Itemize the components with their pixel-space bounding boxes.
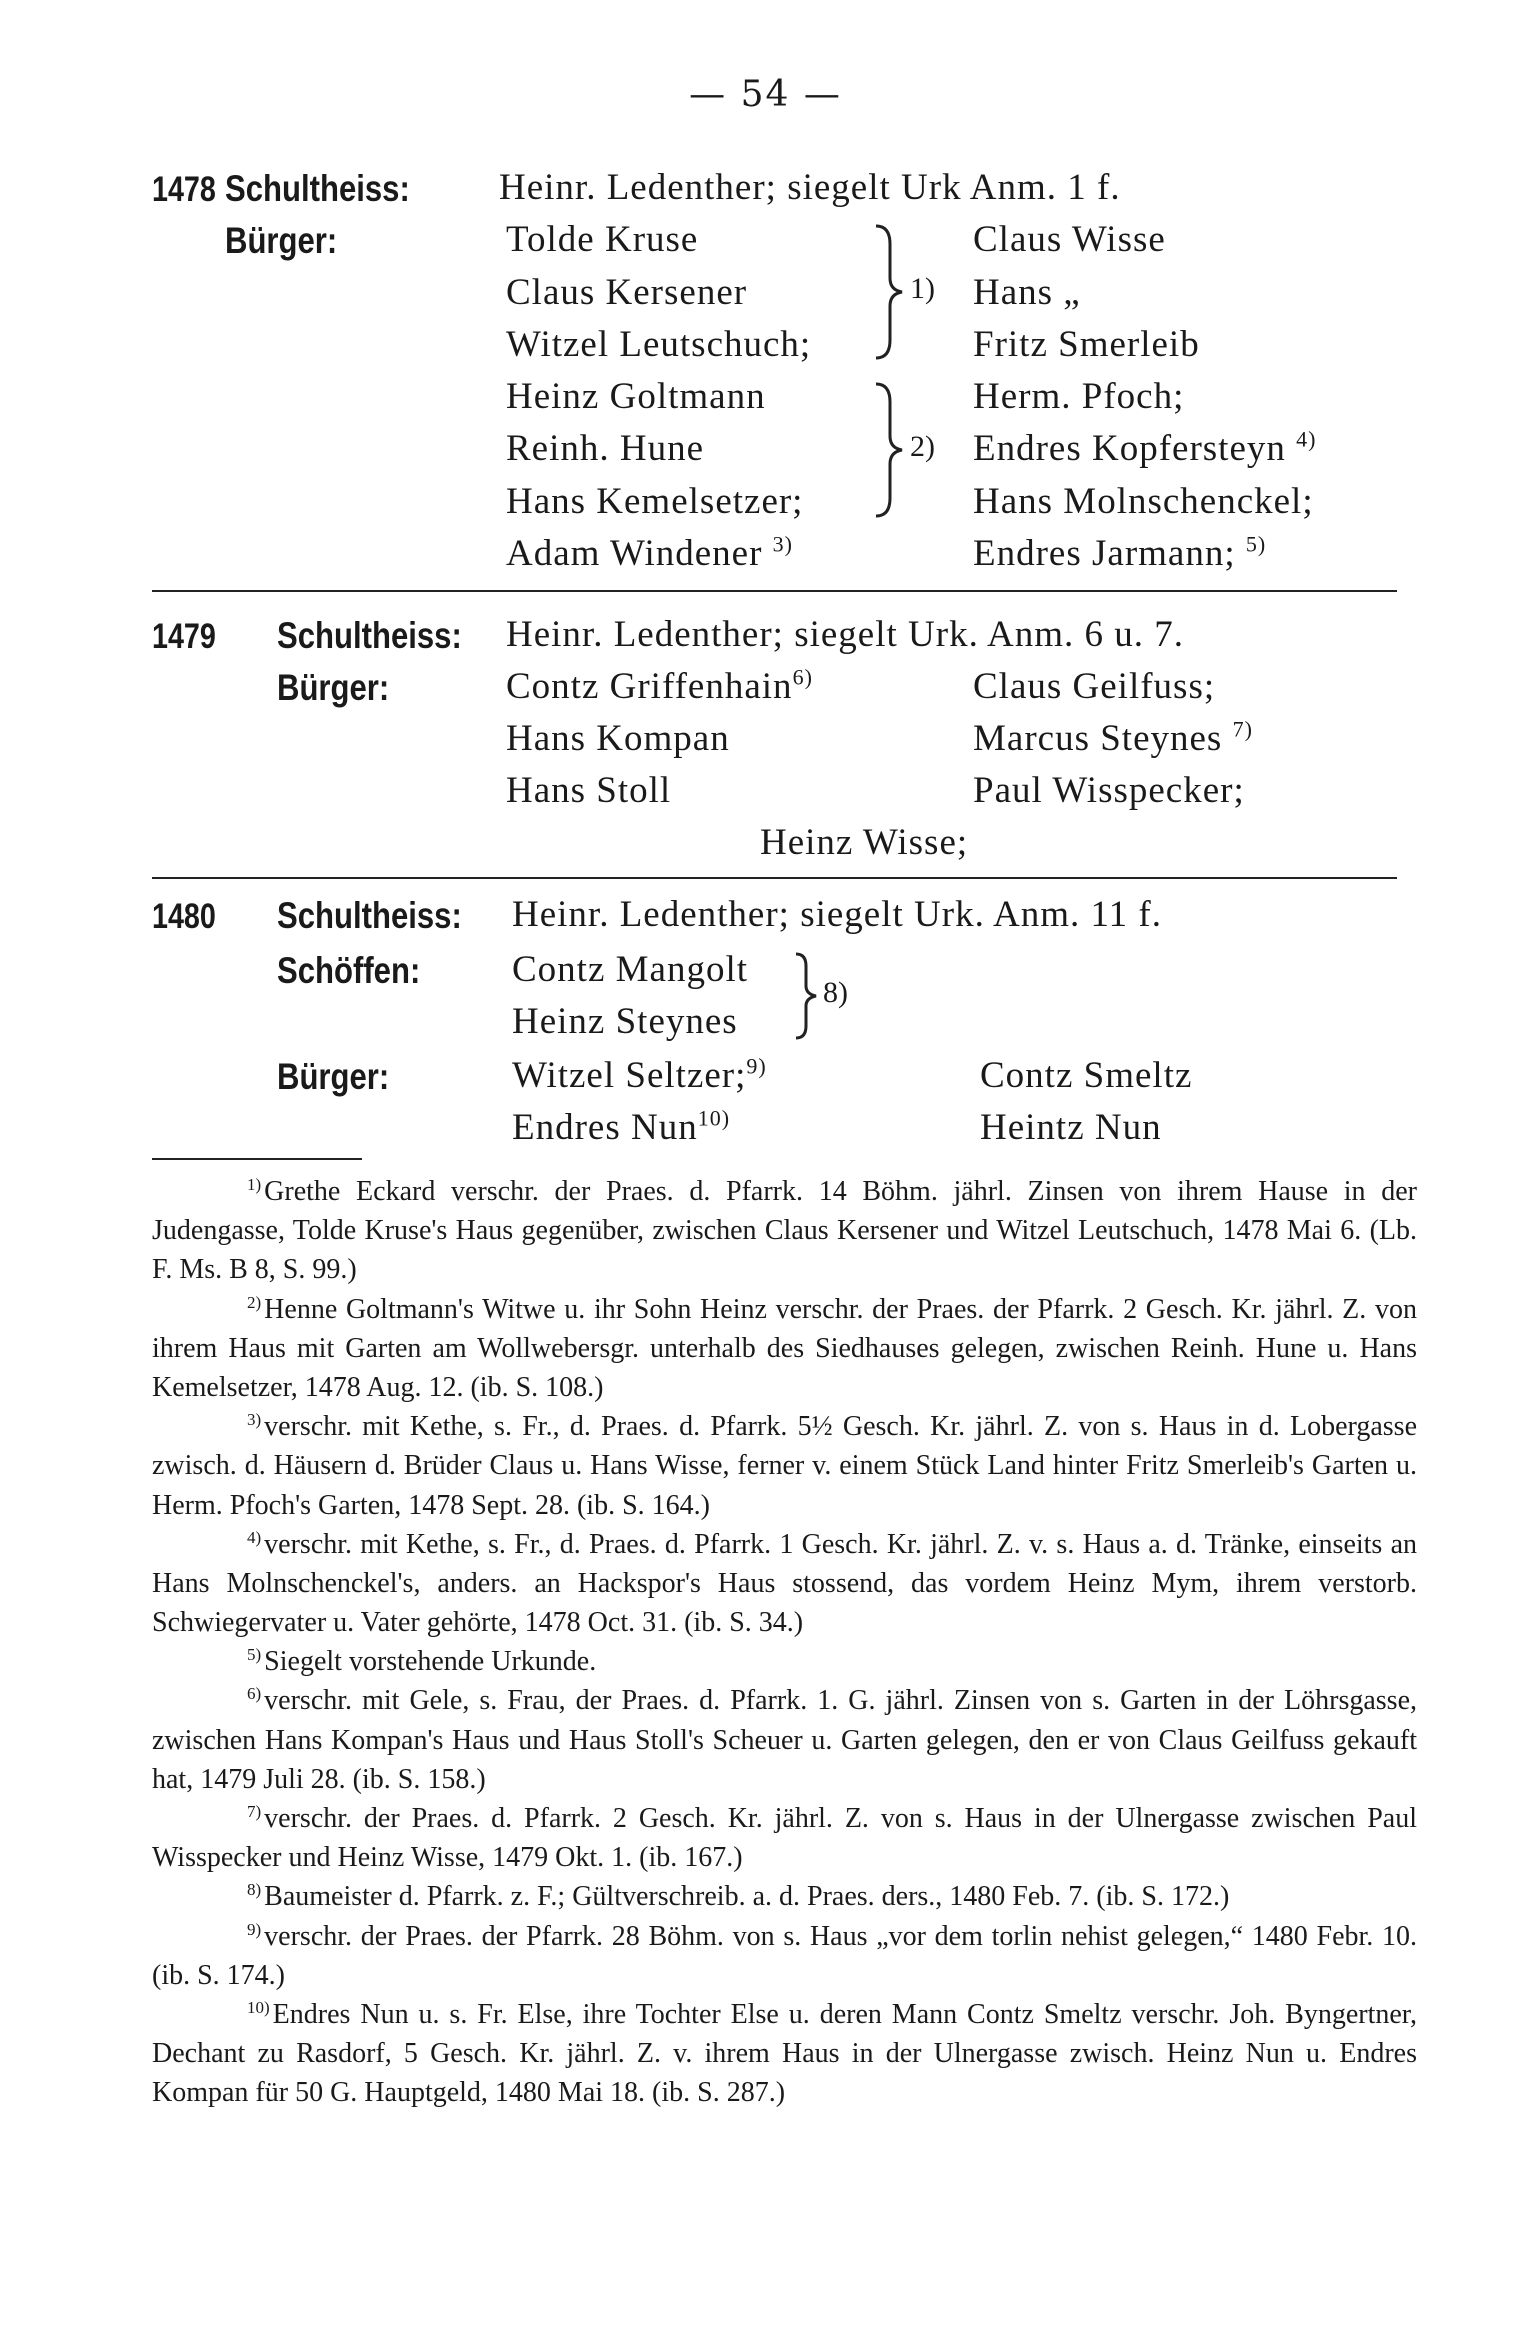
- name-1478-l0: Tolde Kruse: [506, 219, 699, 260]
- schultheiss-label-1478: Schultheiss:: [225, 168, 410, 209]
- name-1478-l4: Reinh. Hune: [506, 428, 705, 469]
- name-1478-r1: Hans „: [973, 272, 1081, 313]
- footnote: $^{3)}$ verschr. mit Kethe, s. Fr., d. Praes. d. Pfarrk. 5½ Gesch. Kr. jährl. Z. von s. Haus in d. Lobergasse zwisch. d. Häusern d. Brüder Claus u. Hans Wisse, ferner v. einem Stück Land hinter Fritz Smerleib's Garten u. Herm. Pfoch's Garten, 1478 Sept. 28. (ib. S. 164.): [152, 1410, 1417, 1521]
- year-1479: 1479: [152, 617, 216, 656]
- schultheiss-label-1480: Schultheiss:: [277, 895, 462, 936]
- year-1478: 1478: [152, 170, 216, 209]
- name-1478-l6: Adam Windener $^{3)}$: [506, 531, 793, 574]
- name-1480-s1: Heinz Steynes: [512, 1001, 738, 1042]
- name-1479-r1: Marcus Steynes $^{7)}$: [973, 716, 1253, 759]
- schultheiss-text-1480: Heinr. Ledenther; siegelt Urk. Anm. 11 f.: [512, 894, 1162, 935]
- footnote: $^{2)}$ Henne Goltmann's Witwe u. ihr Sohn Heinz verschr. der Praes. der Pfarrk. 2 Gesch. Kr. jährl. Z. von ihrem Haus mit Garten am Wollwebersgr. unterhalb des Siedhauses gelegen, zwischen Reinh. Hune u. Hans Kemelsetzer, 1478 Aug. 12. (ib. S. 108.): [152, 1292, 1417, 1403]
- buerger-label-1480: Bürger:: [277, 1056, 390, 1097]
- name-1478-r3: Herm. Pfoch;: [973, 376, 1185, 417]
- name-1479-l0: Contz Griffenhain$^{6)}$: [506, 664, 813, 707]
- name-1480-l0: Witzel Seltzer;$^{9)}$: [512, 1053, 767, 1096]
- name-1478-l5: Hans Kemelsetzer;: [506, 481, 804, 522]
- name-1479-l2: Hans Stoll: [506, 770, 672, 811]
- name-1478-r0: Claus Wisse: [973, 219, 1166, 260]
- footnote: $^{7)}$ verschr. der Praes. d. Pfarrk. 2 Gesch. Kr. jährl. Z. von s. Haus in der Ulnergasse zwischen Paul Wisspecker und Heinz Wisse, 1479 Okt. 1. (ib. 167.): [152, 1802, 1417, 1874]
- footnote: $^{5)}$ Siegelt vorstehende Urkunde.: [247, 1645, 597, 1678]
- schoeffen-label-1480: Schöffen:: [277, 950, 421, 991]
- section-divider-1478: [152, 590, 1397, 592]
- name-1478-l1: Claus Kersener: [506, 272, 748, 313]
- name-1478-l2: Witzel Leutschuch;: [506, 324, 812, 365]
- schultheiss-text-1478: Heinr. Ledenther; siegelt Urk Anm. 1 f.: [499, 167, 1121, 208]
- name-1478-l3: Heinz Goltmann: [506, 376, 766, 417]
- footnotes: [152, 1172, 1417, 2113]
- schultheiss-text-1479: Heinr. Ledenther; siegelt Urk. Anm. 6 u. 7.: [506, 614, 1185, 655]
- section-divider-1479: [152, 877, 1397, 879]
- name-1478-r6: Endres Jarmann; $^{5)}$: [973, 531, 1267, 574]
- name-1479-r0: Claus Geilfuss;: [973, 666, 1216, 707]
- name-1480-r1: Heintz Nun: [980, 1107, 1162, 1148]
- footnote: $^{6)}$ verschr. mit Gele, s. Frau, der Praes. d. Pfarrk. 1. G. jährl. Zinsen von s. Garten in der Löhrsgasse, zwischen Hans Kompan's Haus und Haus Stoll's Scheuer u. Garten gelegen, den er von Claus Geilfuss gekauft hat, 1479 Juli 28. (ib. S. 158.): [152, 1684, 1417, 1795]
- name-1478-r5: Hans Molnschenckel;: [973, 481, 1314, 522]
- footnote: $^{1)}$ Grethe Eckard verschr. der Praes. d. Pfarrk. 14 Böhm. jährl. Zinsen von ihrem Hause in der Judengasse, Tolde Kruse's Haus gegenüber, zwischen Claus Kersener und Witzel Leutschuch, 1478 Mai 6. (Lb. F. Ms. B 8, S. 99.): [152, 1175, 1417, 1286]
- buerger-label-1478: Bürger:: [225, 220, 338, 261]
- note-1478-group2: 2): [910, 430, 935, 463]
- buerger-label-1479: Bürger:: [277, 667, 390, 708]
- name-1478-r4: Endres Kopfersteyn $^{4)}$: [973, 426, 1317, 469]
- name-1480-s0: Contz Mangolt: [512, 949, 749, 990]
- note-1478-group1: 1): [910, 272, 935, 305]
- name-1479-r2: Paul Wisspecker;: [973, 770, 1245, 811]
- footnote-separator: [152, 1158, 362, 1160]
- page-number: — 54 —: [689, 74, 842, 115]
- schultheiss-label-1479: Schultheiss:: [277, 615, 462, 656]
- name-1479-center: Heinz Wisse;: [760, 822, 969, 863]
- footnote: $^{4)}$ verschr. mit Kethe, s. Fr., d. Praes. d. Pfarrk. 1 Gesch. Kr. jährl. Z. v. s. Haus a. d. Tränke, einseits an Hans Molnschenckel's, anders. an Hackspor's Haus stossend, das vordem Heinz Mym, ihrem verstorb. Schwiegervater u. Vater gehörte, 1478 Oct. 31. (ib. S. 34.): [152, 1527, 1417, 1639]
- name-1480-r0: Contz Smeltz: [980, 1055, 1193, 1096]
- name-1479-l1: Hans Kompan: [506, 718, 730, 759]
- note-1480-schoeffen: 8): [823, 976, 848, 1009]
- footnote: $^{9)}$ verschr. der Praes. der Pfarrk. 28 Böhm. von s. Haus „vor dem torlin nehist gelegen,“ 1480 Febr. 10. (ib. S. 174.): [152, 1919, 1417, 1991]
- footnote: $^{10)}$ Endres Nun u. s. Fr. Else, ihre Tochter Else u. deren Mann Contz Smeltz verschr. Joh. Byngertner, Dechant zu Rasdorf, 5 Gesch. Kr. jährl. Z. v. ihrem Haus in der Ulnergasse zwisch. Heinz Nun u. Endres Kompan für 50 G. Hauptgeld, 1480 Mai 18. (ib. S. 287.): [152, 1997, 1417, 2109]
- footnote: $^{8)}$ Baumeister d. Pfarrk. z. F.; Gültverschreib. a. d. Praes. ders., 1480 Feb. 7. (ib. S. 172.): [247, 1880, 1230, 1913]
- name-1480-l1: Endres Nun$^{10)}$: [512, 1105, 731, 1148]
- year-1480: 1480: [152, 897, 216, 936]
- name-1478-r2: Fritz Smerleib: [973, 324, 1200, 365]
